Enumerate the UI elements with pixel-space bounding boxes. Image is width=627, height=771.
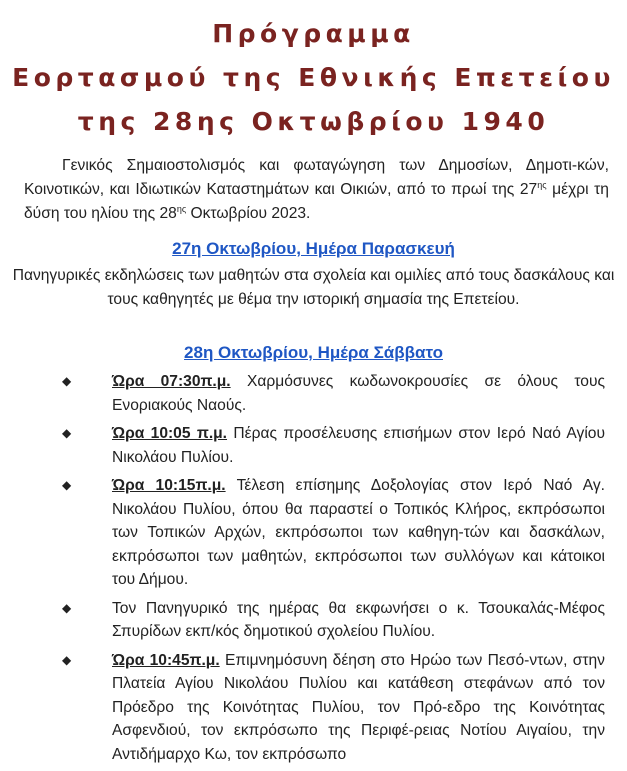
document-title [0,12,627,144]
intro-superscript-2: ης [176,204,187,214]
title-line-3: της 28ης Οκτωβρίου 1940 [77,107,550,136]
intro-paragraph [24,154,609,226]
schedule-item [0,370,627,417]
schedule-text: Επιμνημόσυνη δέηση στο Ηρώο των Πεσό-ντων, στην Πλατεία Αγίου Νικολάου Πυλίου και κατάθεση στεφάνων από τον Πρόεδρο της Κοινότητας Πυλίου, τον Πρό-εδρο της Κοινότητας Ασφενδιού, τον εκπρόσωπο της Περιφέ-ρειας Νοτίου Αιγαίου, την Αντιδήμαρχο Κω, τον εκπρόσωπο [112,651,605,763]
day1-description: Πανηγυρικές εκδηλώσεις των μαθητών στα σχολεία και ομιλίες από τους δασκάλους και τους καθηγητές με θέμα την ιστορική σημασία της Επετείου. [12,267,615,308]
title-line-1: Πρόγραμμα [212,19,415,48]
day1-heading: 27η Οκτωβρίου, Ημέρα Παρασκευή [172,239,455,258]
intro-part-1: Γενικός Σημαιοστολισμός και φωταγώγηση των Δημοσίων, Δημοτι-κών, Κοινοτικών, και Ιδιωτικών Καταστημάτων και Οικιών, από το πρωί της 27 [24,157,609,198]
day2-heading: 28η Οκτωβρίου, Ημέρα Σάββατο [184,343,443,362]
intro-part-3: Οκτωβρίου 2023. [186,205,311,222]
intro-part-2: μέχρι τη δύση του ηλίου της 28 [24,181,609,222]
schedule-time: Ώρα 10:05 π.μ. [112,425,228,442]
schedule-text: Τέλεση επίσημης Δοξολογίας στον Ιερό Ναό Αγ. Νικολάου Πυλίου, όπου θα παραστεί ο Τοπικός Κλήρος, εκπρόσωποι των Τοπικών Αρχών, εκπρόσωποι των καθηγη-τών και δασκάλων, εκπρόσωποι των μαθητών, εκπρόσωποι των συλλόγων και κάτοικοι του Δήμου. [112,477,605,588]
intro-superscript-1: ης [537,180,547,190]
diamond-bullet-icon: ◆ [62,478,72,492]
schedule-text: Τον Πανηγυρικό της ημέρας θα εκφωνήσει ο κ. Τσουκαλάς-Μέφος Σπυρίδων εκπ/κός δημοτικού σχολείου Πυλίου. [112,599,605,640]
diamond-bullet-icon: ◆ [62,426,72,440]
schedule-item [0,474,627,592]
diamond-bullet-icon: ◆ [62,652,72,667]
schedule-text: Χαρμόσυνες κωδωνοκρουσίες σε όλους τους Ενοριακούς Ναούς. [112,373,605,414]
schedule-item [0,597,627,644]
schedule-text: Πέρας προσέλευσης επισήμων στον Ιερό Ναό Αγίου Νικολάου Πυλίου. [112,425,605,466]
schedule-time: Ώρα 10:45π.μ. [112,651,220,669]
schedule-list [0,370,627,771]
schedule-time: Ώρα 10:15π.μ. [112,477,226,494]
title-line-2: Εορτασμού της Εθνικής Επετείου [12,63,615,92]
diamond-bullet-icon: ◆ [62,374,72,388]
schedule-time: Ώρα 07:30π.μ. [112,373,231,390]
schedule-item [0,422,627,469]
diamond-bullet-icon: ◆ [62,600,72,615]
schedule-item [0,649,627,767]
